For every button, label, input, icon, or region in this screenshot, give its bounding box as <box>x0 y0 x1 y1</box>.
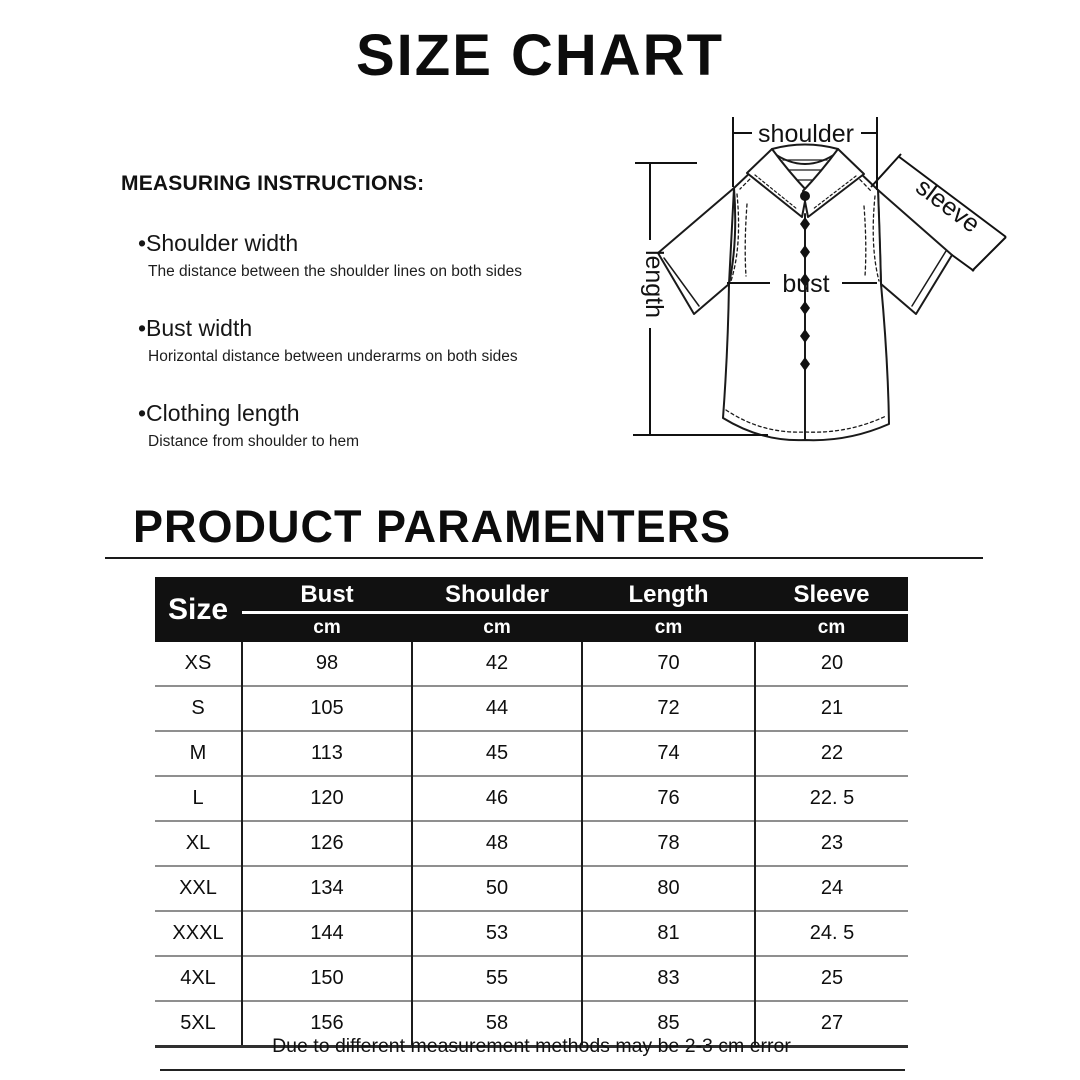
size-label: S <box>155 686 242 731</box>
table-unit-row <box>155 612 908 642</box>
bust-value: 156 <box>242 1001 412 1047</box>
shoulder-value: 42 <box>412 642 582 686</box>
bust-value: 150 <box>242 956 412 1001</box>
size-label: XL <box>155 821 242 866</box>
size-label: L <box>155 776 242 821</box>
column-header-bust: Bust <box>242 577 412 612</box>
shoulder-value: 48 <box>412 821 582 866</box>
sleeve-value: 27 <box>755 1001 908 1047</box>
column-header-shoulder: Shoulder <box>412 577 582 612</box>
shoulder-value: 46 <box>412 776 582 821</box>
bust-value: 105 <box>242 686 412 731</box>
unit-label: cm <box>242 612 412 642</box>
instruction-description: The distance between the shoulder lines on both sides <box>148 263 522 280</box>
instruction-item-bust <box>138 315 598 366</box>
column-header-sleeve: Sleeve <box>755 577 908 612</box>
shirt-measurement-diagram <box>600 100 1015 460</box>
sleeve-value: 20 <box>755 642 908 686</box>
table-header-row <box>155 577 908 612</box>
sleeve-measure-line <box>871 154 901 187</box>
shoulder-value: 44 <box>412 686 582 731</box>
measuring-instructions <box>121 172 601 450</box>
instruction-item-length <box>138 400 598 451</box>
size-label: M <box>155 731 242 776</box>
table-row <box>155 911 908 956</box>
instruction-label: •Clothing length <box>138 400 300 426</box>
bust-value: 126 <box>242 821 412 866</box>
section-divider <box>105 557 983 559</box>
sleeve-value: 23 <box>755 821 908 866</box>
bust-value: 98 <box>242 642 412 686</box>
bust-value: 113 <box>242 731 412 776</box>
instruction-description: Horizontal distance between underarms on both sides <box>148 348 518 365</box>
table-row <box>155 821 908 866</box>
length-value: 81 <box>582 911 755 956</box>
bust-value: 144 <box>242 911 412 956</box>
length-value: 83 <box>582 956 755 1001</box>
bust-value: 134 <box>242 866 412 911</box>
length-value: 74 <box>582 731 755 776</box>
instruction-label: •Bust width <box>138 315 253 341</box>
unit-label: cm <box>582 612 755 642</box>
measurement-error-note: Due to different measurement methods may be 2-3 cm error <box>272 1035 791 1057</box>
left-sleeve <box>658 188 734 314</box>
sleeve-value: 25 <box>755 956 908 1001</box>
shoulder-value: 50 <box>412 866 582 911</box>
table-row <box>155 731 908 776</box>
unit-label: cm <box>412 612 582 642</box>
diagram-label-length: length <box>640 249 668 319</box>
length-value: 76 <box>582 776 755 821</box>
unit-label: cm <box>755 612 908 642</box>
instructions-heading: MEASURING INSTRUCTIONS: <box>121 172 425 195</box>
size-table <box>155 577 908 1048</box>
table-row <box>155 686 908 731</box>
sleeve-value: 24. 5 <box>755 911 908 956</box>
table-row <box>155 956 908 1001</box>
sleeve-value: 21 <box>755 686 908 731</box>
size-label: XXXL <box>155 911 242 956</box>
table-row <box>155 776 908 821</box>
size-column-header: Size <box>155 577 242 642</box>
shoulder-value: 53 <box>412 911 582 956</box>
size-label: XS <box>184 652 212 674</box>
page-title: SIZE CHART <box>356 23 724 88</box>
sleeve-value: 22. 5 <box>755 776 908 821</box>
size-label: XXL <box>155 866 242 911</box>
section-heading: PRODUCT PARAMENTERS <box>133 501 732 552</box>
size-label: 5XL <box>155 1001 242 1047</box>
length-value: 70 <box>582 642 755 686</box>
length-value: 78 <box>582 821 755 866</box>
diagram-label-shoulder: shoulder <box>758 120 854 148</box>
instruction-description: Distance from shoulder to hem <box>148 433 360 450</box>
sleeve-value: 22 <box>755 731 908 776</box>
shoulder-value: 58 <box>412 1001 582 1047</box>
length-value: 80 <box>582 866 755 911</box>
table-row <box>155 642 908 686</box>
bust-value: 120 <box>242 776 412 821</box>
diagram-label-bust: bust <box>782 270 830 298</box>
diagram-label-sleeve: sleeve <box>910 172 986 239</box>
sleeve-value: 24 <box>755 866 908 911</box>
instruction-label: •Shoulder width <box>138 230 299 256</box>
length-value: 72 <box>582 686 755 731</box>
table-row <box>155 866 908 911</box>
instruction-item-shoulder <box>138 230 598 281</box>
column-header-length: Length <box>582 577 755 612</box>
length-value: 85 <box>582 1001 755 1047</box>
footer-divider <box>160 1069 905 1071</box>
shoulder-value: 45 <box>412 731 582 776</box>
shoulder-value: 55 <box>412 956 582 1001</box>
size-label: 4XL <box>155 956 242 1001</box>
